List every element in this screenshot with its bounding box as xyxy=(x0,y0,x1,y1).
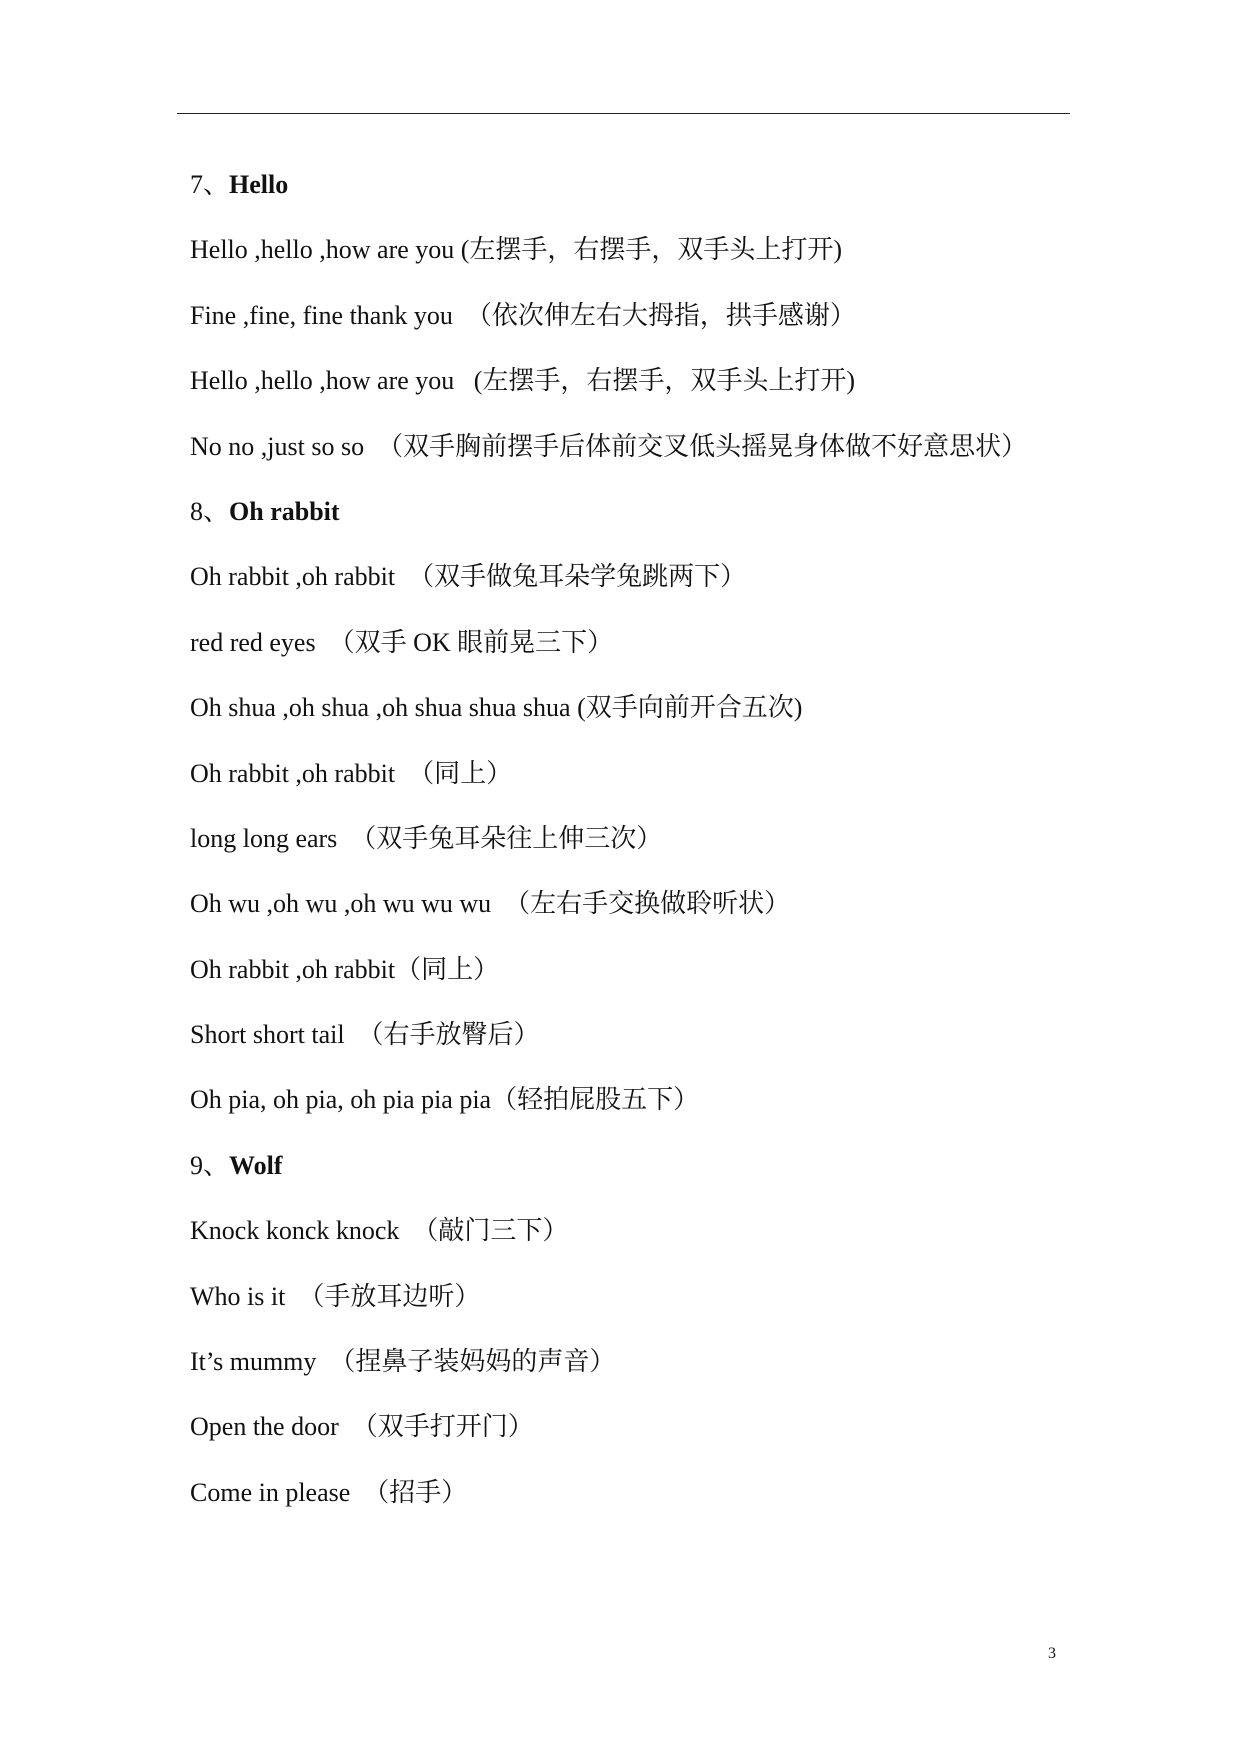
document-body xyxy=(190,152,1070,1525)
section-number: 8、 xyxy=(190,496,230,526)
lyric-line: Knock konck knock （敲门三下） xyxy=(190,1216,569,1246)
lyric-line: long long ears （双手兔耳朵往上伸三次） xyxy=(190,823,663,853)
lyric-line: red red eyes （双手 OK 眼前晃三下） xyxy=(190,627,614,657)
lyric-line: Hello ,hello ,how are you (左摆手，右摆手，双手头上打开) xyxy=(190,366,856,396)
section-number: 9、 xyxy=(190,1150,230,1180)
section-title: Hello xyxy=(229,170,289,199)
lyric-line: Come in please （招手） xyxy=(190,1477,468,1507)
lyric-line: Fine ,fine, fine thank you （依次伸左右大拇指，拱手感谢） xyxy=(190,300,856,330)
lyric-line: Open the door （双手打开门） xyxy=(190,1412,534,1442)
lyric-line: Oh rabbit ,oh rabbit （同上） xyxy=(190,758,513,788)
lyric-line: Oh pia, oh pia, oh pia pia pia（轻拍屁股五下） xyxy=(190,1085,700,1115)
section-heading-oh-rabbit xyxy=(190,479,1070,544)
lyric-line: Oh rabbit ,oh rabbit（同上） xyxy=(190,954,500,984)
lyric-line: Short short tail （右手放臀后） xyxy=(190,1020,540,1050)
section-heading-hello xyxy=(190,152,1070,217)
section-title: Wolf xyxy=(229,1150,283,1180)
lyric-line: Oh rabbit ,oh rabbit （双手做兔耳朵学兔跳两下） xyxy=(190,562,747,592)
section-title: Oh rabbit xyxy=(229,496,340,526)
lyric-line: No no ,just so so （双手胸前摆手后体前交叉低头摇晃身体做不好意思状） xyxy=(190,431,1028,461)
lyric-line: Who is it （手放耳边听） xyxy=(190,1281,481,1311)
lyric-line: Oh wu ,oh wu ,oh wu wu wu （左右手交换做聆听状） xyxy=(190,889,791,919)
lyric-line: It’s mummy （捏鼻子装妈妈的声音） xyxy=(190,1347,616,1377)
lyric-line: Oh shua ,oh shua ,oh shua shua shua (双手向前开合五次) xyxy=(190,693,803,723)
section-heading-wolf xyxy=(190,1133,1070,1198)
page-number: 3 xyxy=(1048,1645,1056,1662)
header-rule xyxy=(177,113,1070,114)
section-number: 7、 xyxy=(190,170,230,199)
lyric-line: Hello ,hello ,how are you (左摆手，右摆手，双手头上打开) xyxy=(190,235,843,265)
